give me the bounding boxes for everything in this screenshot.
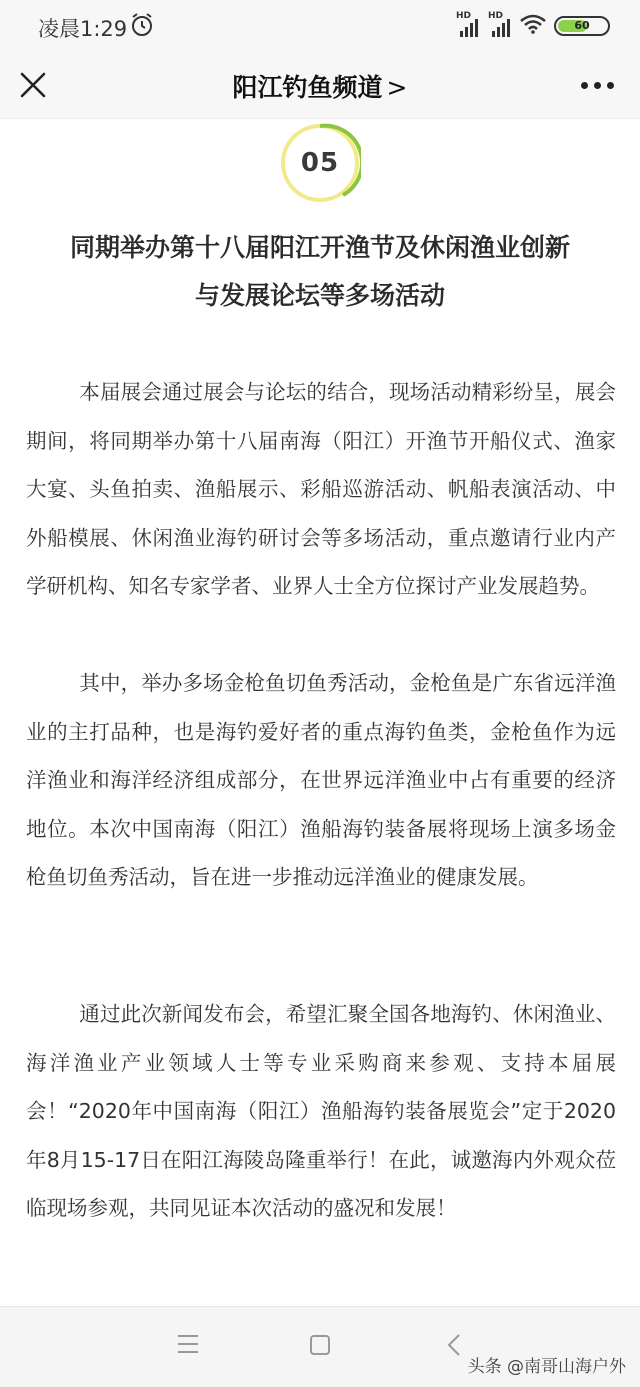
status-time: 凌晨1:29 [38, 17, 128, 41]
battery-level: 60 [574, 19, 590, 32]
channel-title-link[interactable] [0, 68, 640, 104]
menu-icon[interactable] [176, 1333, 200, 1359]
section-number: 05 [300, 148, 340, 178]
wifi-icon [520, 14, 546, 38]
signal-icon [488, 11, 512, 37]
hd-label: HD [488, 11, 504, 21]
article-paragraph: 其中，举办多场金枪鱼切鱼秀活动，金枪鱼是广东省远洋渔业的主打品种，也是海钓爱好者的重点海钓鱼类，金枪鱼作为远洋渔业和海洋经济组成部分，在世界远洋渔业中占有重要的经济地位。本次中国南海（阳江）渔船海钓装备展将现场上演多场金枪鱼切鱼秀活动，旨在进一步推动远洋渔业的健康发展。 [26, 671, 616, 889]
home-icon[interactable] [308, 1333, 332, 1361]
article-paragraph: 通过此次新闻发布会，希望汇聚全国各地海钓、休闲渔业、海洋渔业产业领域人士等专业采购商来参观、支持本届展会！“2020年中国南海（阳江）渔船海钓装备展览会”定于2020年8月15-17日在阳江海陵岛隆重举行！在此，诚邀海内外观众莅临现场参观，共同见证本次活动的盛况和发展！ [26, 1002, 616, 1220]
channel-title: 阳江钓鱼频道 [232, 73, 383, 102]
status-bar [0, 0, 640, 52]
article-paragraph: 本届展会通过展会与论坛的结合，现场活动精彩纷呈，展会期间，将同期举办第十八届南海（阳江）开渔节开船仪式、渔家大宴、头鱼拍卖、渔船展示、彩船巡游活动、帆船表演活动、中外船模展、休闲渔业海钓研讨会等多场活动，重点邀请行业内产学研机构、知名专家学者、业界人士全方位探讨产业发展趋势。 [26, 380, 616, 598]
signal-icon [456, 11, 480, 37]
watermark: 头条 @南哥山海户外 [467, 1357, 626, 1377]
nav-bar [0, 52, 640, 119]
headline-line-2: 与发展论坛等多场活动 [194, 281, 445, 310]
alarm-icon [130, 12, 154, 42]
hd-label: HD [456, 11, 472, 21]
more-icon[interactable] [581, 82, 614, 89]
back-icon[interactable] [446, 1333, 462, 1361]
battery-icon [554, 16, 610, 36]
headline-line-1: 同期举办第十八届阳江开渔节及休闲渔业创新 [69, 233, 570, 262]
chevron-right-icon: > [386, 73, 408, 102]
